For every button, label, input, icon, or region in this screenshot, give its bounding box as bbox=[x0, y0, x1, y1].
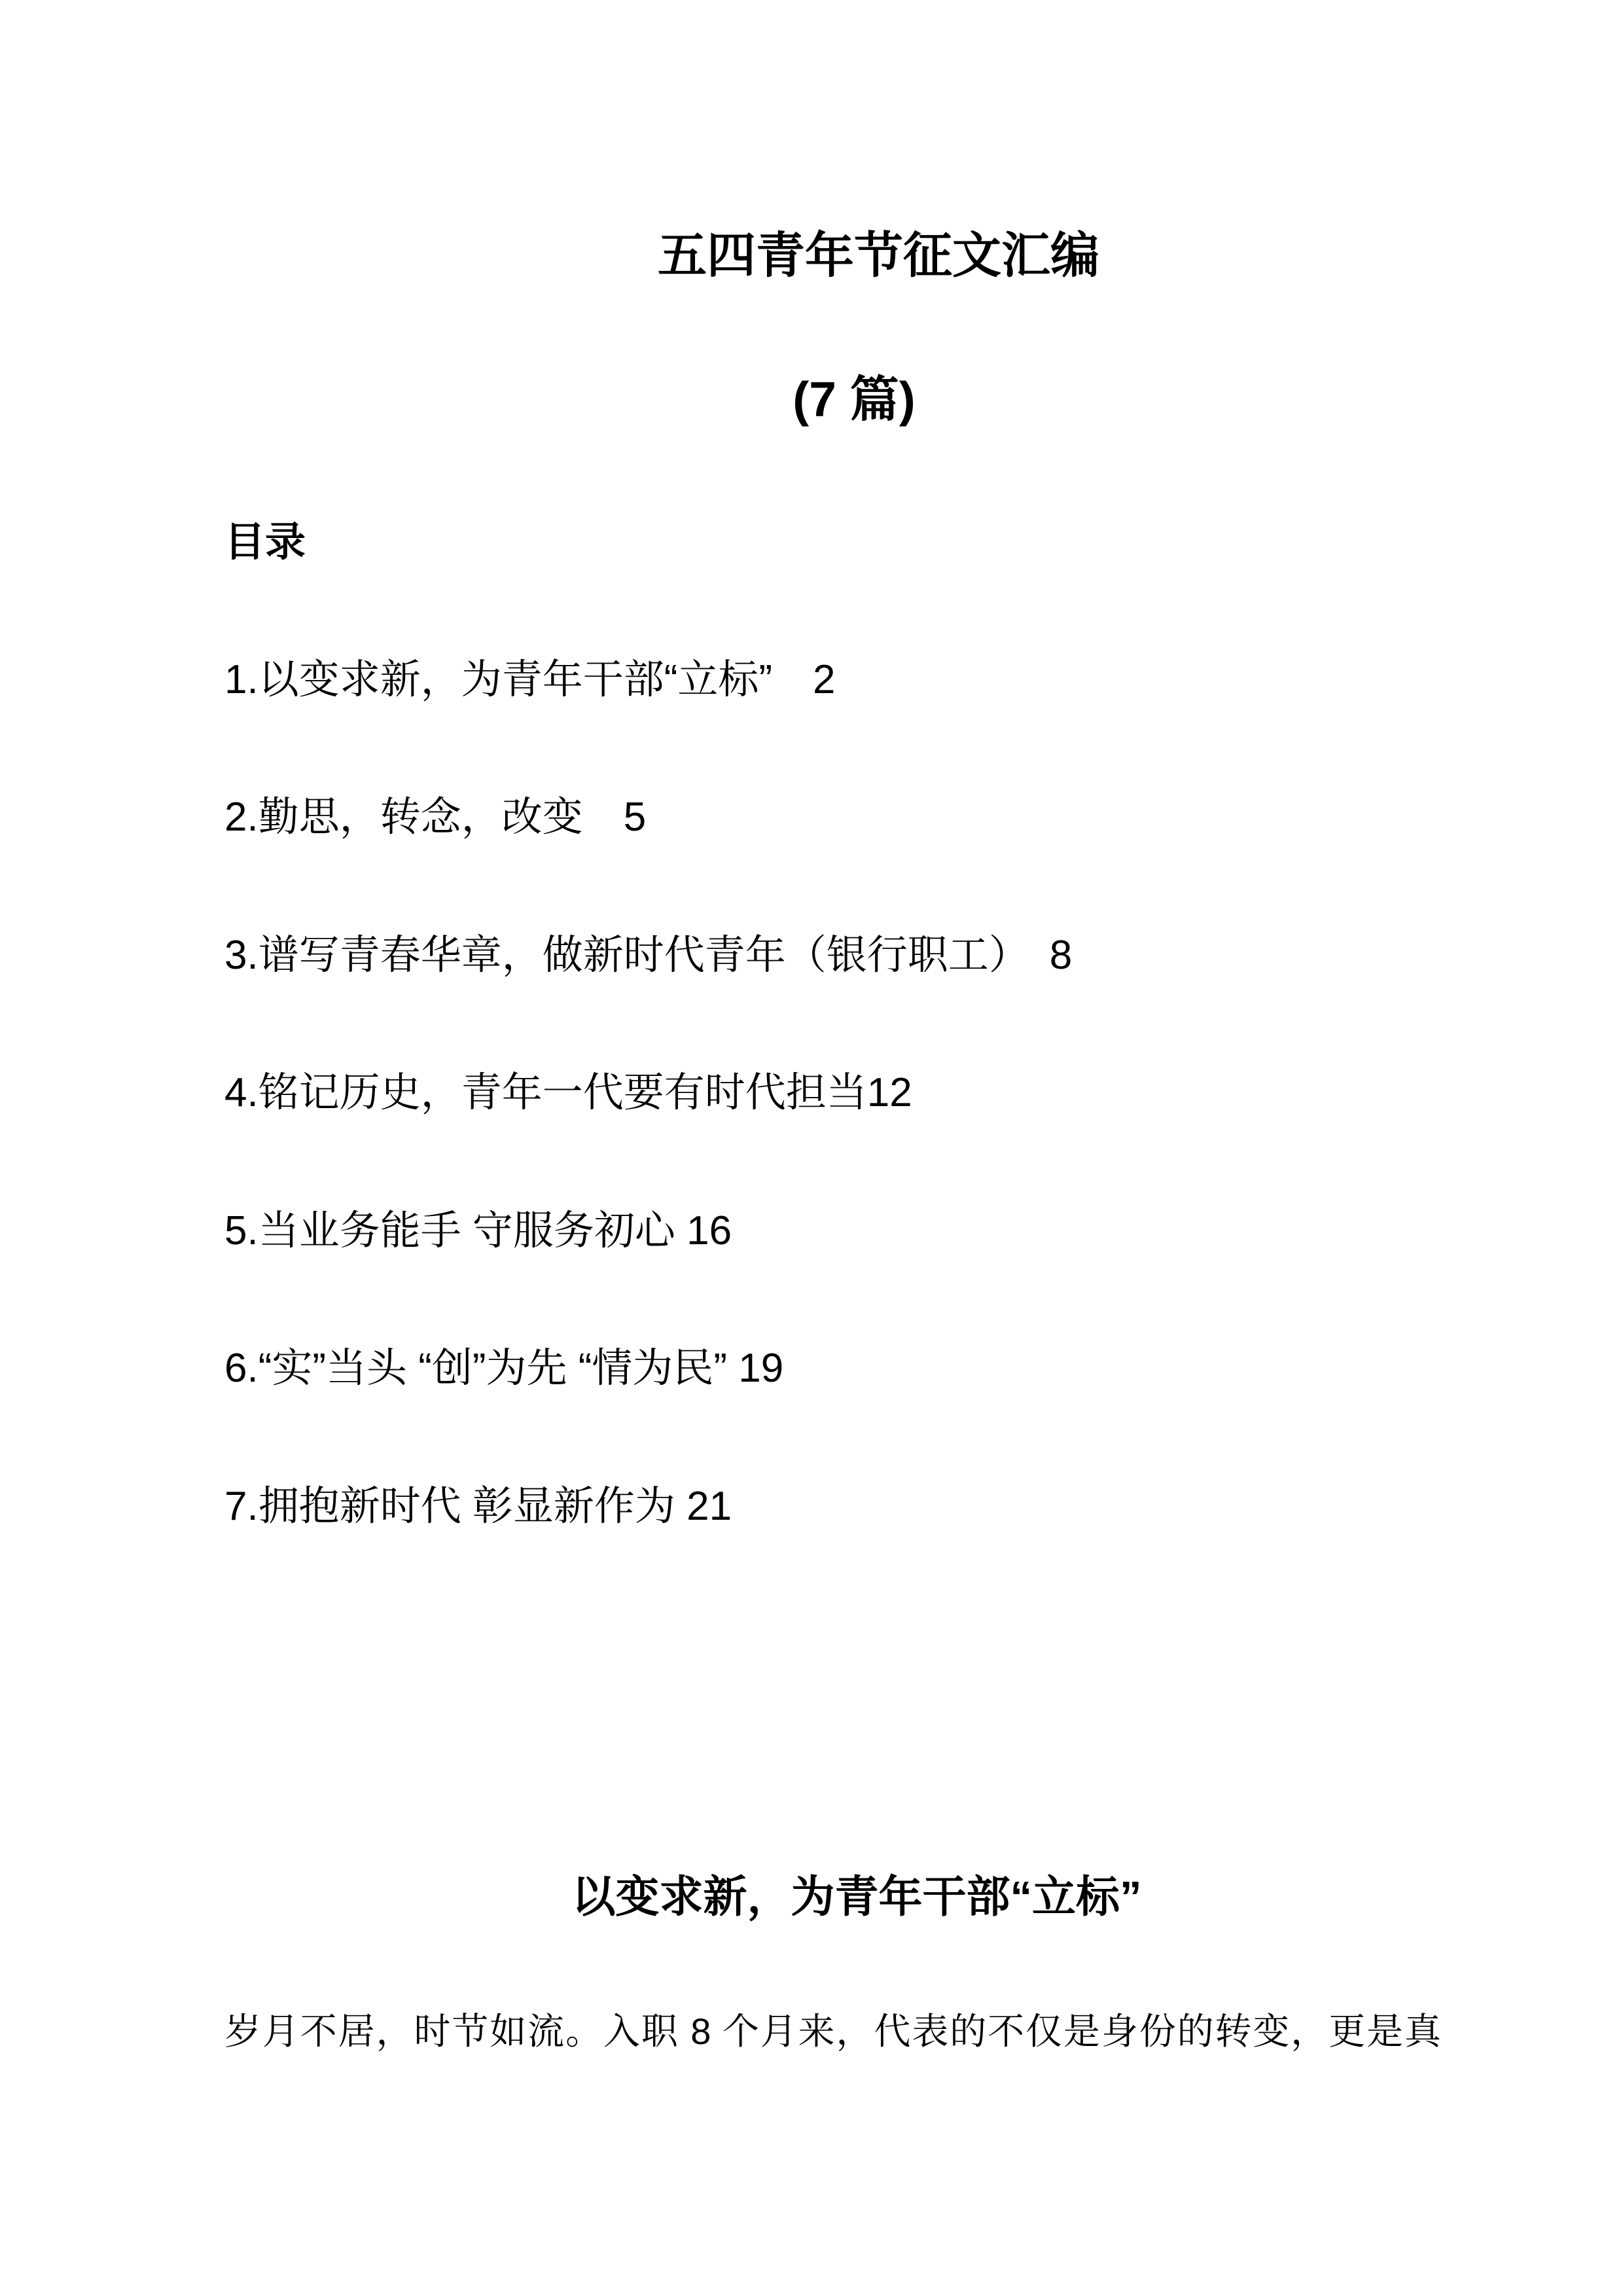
toc-item-1: 1.以变求新，为青年干部“立标” 2 bbox=[224, 657, 836, 702]
article-paragraph: 岁月不居，时节如流。入职 8 个月来，代表的不仅是身份的转变，更是真 bbox=[224, 2011, 1441, 2052]
article-heading: 以变求新，为青年干部“立标” bbox=[571, 1873, 1142, 1922]
toc-item-7: 7.拥抱新时代 彰显新作为 21 bbox=[224, 1484, 732, 1529]
toc-item-2: 2.勤思，转念，改变 5 bbox=[224, 795, 647, 840]
toc-item-6: 6.“实”当头 “创”为先 “情为民” 19 bbox=[224, 1346, 784, 1391]
toc-item-3: 3.谱写青春华章，做新时代青年（银行职工） 8 bbox=[224, 933, 1073, 978]
toc-heading: 目录 bbox=[224, 520, 306, 565]
toc-item-5: 5.当业务能手 守服务初心 16 bbox=[224, 1208, 732, 1253]
doc-title: 五四青年节征文汇编 bbox=[657, 228, 1099, 283]
doc-subtitle: (7 篇) bbox=[793, 372, 916, 427]
toc-item-4: 4.铭记历史，青年一代要有时代担当12 bbox=[224, 1070, 912, 1115]
